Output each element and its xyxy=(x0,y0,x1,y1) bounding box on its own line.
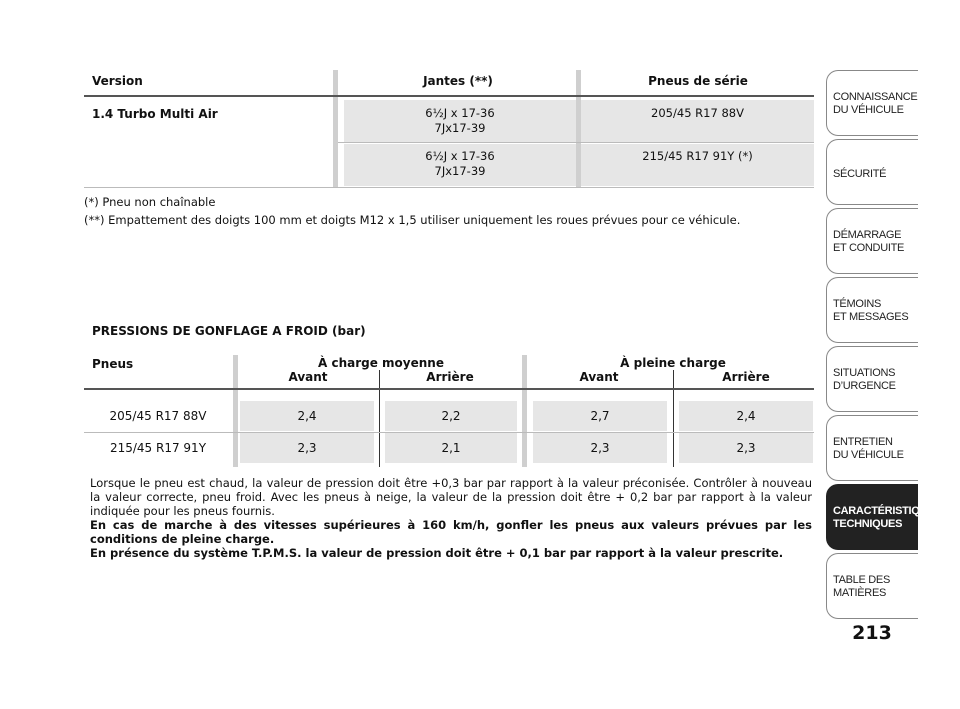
header-version: Version xyxy=(92,74,143,88)
tab-entretien-vehicule[interactable]: ENTRETIEN DU VÉHICULE xyxy=(826,415,918,481)
tab-caracteristiques-techniques[interactable]: CARACTÉRISTIQUES TECHNIQUES xyxy=(826,484,918,550)
footnote: (**) Empattement des doigts 100 mm et doigts M12 x 1,5 utiliser uniquement les roues prévues pour ce véhicule. xyxy=(84,213,741,227)
header-front: Avant xyxy=(288,370,328,384)
row-rule xyxy=(338,142,814,143)
rims-cell: 6½J x 17-36 7Jx17-39 xyxy=(425,106,495,135)
tab-connaissance-vehicule[interactable]: CONNAISSANCE DU VÉHICULE xyxy=(826,70,918,136)
header-front: Avant xyxy=(579,370,619,384)
tab-situations-urgence[interactable]: SITUATIONS D’URGENCE xyxy=(826,346,918,412)
page-number: 213 xyxy=(852,622,892,644)
pressure-cell: 2,1 xyxy=(385,433,517,463)
pressure-cell: 2,2 xyxy=(385,401,517,431)
tyre-cell: 205/45 R17 88V xyxy=(651,106,744,120)
header-rule xyxy=(84,95,814,97)
column-divider xyxy=(333,70,338,188)
pressure-cell: 2,4 xyxy=(679,401,813,431)
pressure-notes: Lorsque le pneu est chaud, la valeur de pression doit être +0,3 bar par rapport à la valeur préconisée. Contrôler à nouveau la valeur correcte, pneu froid. Avec les pneus à neige, la valeur de la pression doit être + 0,2 bar par rapport à la valeur indiquée pour les pneus fournis. En cas de marche à des vitesses supérieures à 160 km/h, gonfler les pneus aux valeurs prévues par les conditions de pleine charge. En présence du système T.P.M.S. la valeur de pression doit être + 0,1 bar par rapport à la valeur prescrite. xyxy=(90,476,812,560)
tab-table-matieres[interactable]: TABLE DES MATIÈRES xyxy=(826,553,918,619)
header-rear: Arrière xyxy=(722,370,770,384)
column-divider xyxy=(233,355,238,467)
header-tyres: Pneus xyxy=(92,357,134,371)
pressure-cell: 2,3 xyxy=(533,433,667,463)
column-divider xyxy=(673,370,674,467)
header-medium-load: À charge moyenne xyxy=(318,356,444,370)
header-full-load: À pleine charge xyxy=(620,356,726,370)
tyre-cell: 215/45 R17 91Y (*) xyxy=(642,149,753,163)
pressure-cell: 2,4 xyxy=(240,401,374,431)
pressure-cell: 2,7 xyxy=(533,401,667,431)
table-bottom-rule xyxy=(84,187,814,188)
rims-cell: 6½J x 17-36 7Jx17-39 xyxy=(425,149,495,178)
header-rear: Arrière xyxy=(426,370,474,384)
tab-demarrage-conduite[interactable]: DÉMARRAGE ET CONDUITE xyxy=(826,208,918,274)
pressure-cell: 2,3 xyxy=(679,433,813,463)
tyre-size-cell: 215/45 R17 91Y xyxy=(109,441,207,455)
header-tyres: Pneus de série xyxy=(648,74,748,88)
version-name: 1.4 Turbo Multi Air xyxy=(92,107,218,121)
tab-temoins-messages[interactable]: TÉMOINS ET MESSAGES xyxy=(826,277,918,343)
column-divider xyxy=(379,370,380,467)
header-rule xyxy=(84,388,814,390)
footnote: (*) Pneu non chaînable xyxy=(84,195,216,209)
column-divider xyxy=(522,355,527,467)
pressure-cell: 2,3 xyxy=(240,433,374,463)
tyre-size-cell: 205/45 R17 88V xyxy=(109,409,207,423)
tab-securite[interactable]: SÉCURITÉ xyxy=(826,139,918,205)
header-rims: Jantes (**) xyxy=(423,74,493,88)
section-title: PRESSIONS DE GONFLAGE A FROID (bar) xyxy=(92,324,366,338)
